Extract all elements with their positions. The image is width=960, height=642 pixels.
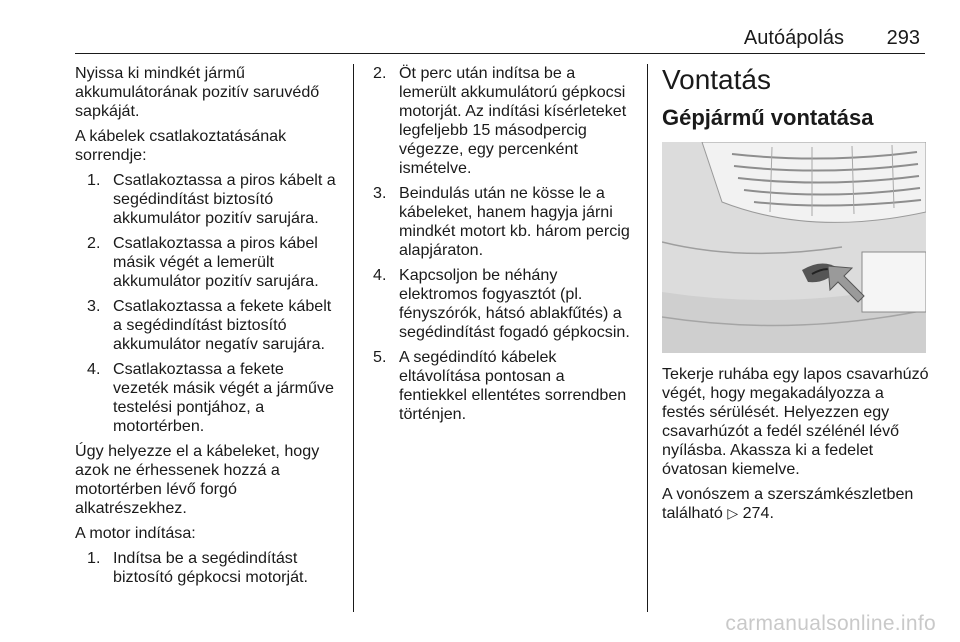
list-item bbox=[373, 64, 635, 178]
step-number: 4. bbox=[373, 266, 387, 284]
step-number: 1. bbox=[87, 549, 101, 567]
subsection-heading: Gépjármű vontatása bbox=[662, 105, 874, 130]
paragraph: Tekerje ruhába egy lapos csavarhúzó végét, hogy megakadályozza a festés sérülését. Helyezzen egy csavarhúzót a fedél szélénél lévő nyílásba. Akassza ki a fedelet óvatosan kiemelve. bbox=[662, 365, 929, 478]
step-text: A segédindító kábelek eltávolítása pontosan a fentiekkel ellentétes sorrendben történjen. bbox=[399, 348, 627, 423]
column-1 bbox=[75, 64, 340, 593]
step-text: Csatlakoztassa a fekete vezeték másik végét a járműve testelési pontjához, a motortérben. bbox=[113, 360, 334, 435]
list-item bbox=[87, 234, 340, 291]
paragraph: A kábelek csatlakoztatásának sorrendje: bbox=[75, 127, 287, 164]
towing-eye-cover-illustration bbox=[662, 142, 926, 353]
step-text: Csatlakoztassa a piros kábel másik végét a lemerült akkumulátor pozitív sarujára. bbox=[113, 234, 319, 290]
start-steps-continued-list bbox=[373, 64, 635, 424]
towing-eye-reference bbox=[662, 485, 930, 523]
step-number: 1. bbox=[87, 171, 101, 189]
section-title: Autóápolás bbox=[743, 27, 844, 49]
column-divider-2 bbox=[647, 64, 648, 612]
list-item bbox=[373, 266, 635, 342]
page-reference-arrow-icon: ▷ bbox=[727, 505, 739, 521]
step-text: Öt perc után indítsa be a lemerült akkumulátorú gépkocsi motorját. Az indítási kísérleteket legfeljebb 15 másodpercig végezze, egy percenként ismételve. bbox=[399, 64, 627, 177]
header-rule bbox=[75, 53, 925, 54]
step-text: Indítsa be a segédindítást biztosító gépkocsi motorját. bbox=[113, 549, 309, 586]
column-3 bbox=[662, 64, 930, 529]
step-number: 2. bbox=[373, 64, 387, 82]
list-item bbox=[373, 348, 635, 424]
section-heading: Vontatás bbox=[662, 64, 771, 95]
step-text: Kapcsoljon be néhány elektromos fogyasztót (pl. fényszórók, hátsó ablakfűtés) a segédindítást fogadó gépkocsin. bbox=[399, 266, 630, 341]
step-text: Csatlakoztassa a piros kábelt a segédindítást biztosító akkumulátor pozitív sarujára. bbox=[113, 171, 336, 227]
list-item bbox=[373, 184, 635, 260]
step-text: Beindulás után ne kösse le a kábeleket, hanem hagyja járni mindkét motort kb. három percig alapjáraton. bbox=[399, 184, 630, 259]
step-number: 5. bbox=[373, 348, 387, 366]
column-divider-1 bbox=[353, 64, 354, 612]
step-number: 3. bbox=[373, 184, 387, 202]
page-number: 293 bbox=[886, 27, 920, 49]
list-item bbox=[87, 360, 340, 436]
column-2 bbox=[373, 64, 635, 430]
step-number: 3. bbox=[87, 297, 101, 315]
paragraph: Nyissa ki mindkét jármű akkumulátorának pozitív saruvédő sapkáját. bbox=[75, 64, 320, 120]
paragraph: Úgy helyezze el a kábeleket, hogy azok ne érhessenek hozzá a motortérben lévő forgó alkatrészekhez. bbox=[75, 442, 320, 517]
list-item bbox=[87, 297, 340, 354]
step-text: Csatlakoztassa a fekete kábelt a segédindítást biztosító akkumulátor negatív sarujára. bbox=[113, 297, 332, 353]
start-steps-list bbox=[75, 549, 340, 587]
connection-steps-list bbox=[75, 171, 340, 436]
step-number: 4. bbox=[87, 360, 101, 378]
watermark: carmanualsonline.info bbox=[725, 612, 936, 635]
paragraph: A motor indítása: bbox=[75, 524, 196, 542]
paragraph-text: A vonószem a szerszámkészletben található bbox=[662, 485, 914, 522]
list-item bbox=[87, 171, 340, 228]
list-item bbox=[87, 549, 340, 587]
step-number: 2. bbox=[87, 234, 101, 252]
page-reference[interactable]: 274. bbox=[742, 504, 774, 522]
